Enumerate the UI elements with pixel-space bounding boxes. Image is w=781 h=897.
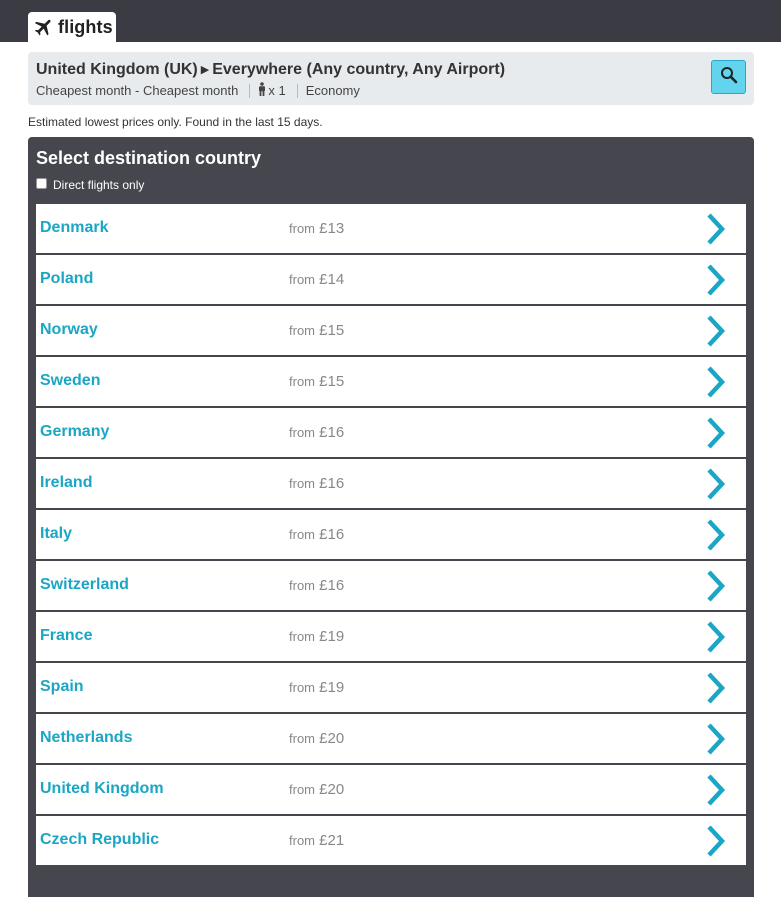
price-prefix: from [289,578,315,593]
price-prefix: from [289,731,315,746]
country-name[interactable]: Sweden [40,372,101,389]
chevron-right-icon[interactable] [706,417,726,454]
price-prefix: from [289,782,315,797]
route-arrow-icon: ▶ [200,64,210,76]
chevron-right-icon[interactable] [706,468,726,505]
destination-row[interactable] [36,765,746,814]
price-amount: £20 [319,730,345,747]
country-name[interactable]: Denmark [40,219,109,236]
chevron-right-icon[interactable] [706,519,726,556]
price-text [289,373,344,390]
dates-text: Cheapest month - Cheapest month [36,83,239,98]
chevron-right-icon[interactable] [706,723,726,760]
flights-tab-label: flights [58,16,113,37]
price-prefix: from [289,323,315,338]
price-amount: £15 [319,322,345,339]
price-text [289,628,344,645]
country-name[interactable]: United Kingdom [40,780,164,797]
country-name[interactable]: France [40,627,93,644]
destination-row[interactable] [36,816,746,865]
route-summary [36,61,505,79]
direct-flights-label: Direct flights only [53,178,145,192]
price-prefix: from [289,680,315,695]
price-text [289,832,344,849]
chevron-right-icon[interactable] [706,366,726,403]
price-notice: Estimated lowest prices only. Found in the last 15 days. [28,115,323,129]
price-text [289,730,344,747]
chevron-right-icon[interactable] [706,672,726,709]
price-text [289,271,344,288]
price-prefix: from [289,833,315,848]
price-amount: £16 [319,577,345,594]
price-amount: £21 [319,832,345,849]
destination-row[interactable] [36,255,746,304]
origin-text: United Kingdom (UK) [36,61,198,78]
flights-tab[interactable] [28,12,116,42]
search-button[interactable] [711,60,746,94]
search-details [36,82,360,99]
country-name[interactable]: Czech Republic [40,831,160,848]
divider [297,84,298,98]
country-name[interactable]: Ireland [40,474,93,491]
country-name[interactable]: Switzerland [40,576,129,593]
chevron-right-icon[interactable] [706,570,726,607]
price-text [289,322,344,339]
country-name[interactable]: Germany [40,423,110,440]
price-text [289,220,344,237]
chevron-right-icon[interactable] [706,264,726,301]
direct-flights-checkbox[interactable] [36,178,47,189]
price-prefix: from [289,272,315,287]
country-name[interactable]: Netherlands [40,729,133,746]
price-text [289,526,344,543]
destination-panel [28,137,754,897]
destination-row[interactable] [36,561,746,610]
destination-list [36,204,746,867]
divider [249,84,250,98]
search-icon [720,66,738,89]
price-amount: £15 [319,373,345,390]
passenger-icon [258,82,266,99]
direct-flights-option[interactable] [36,178,144,192]
destination-row[interactable] [36,459,746,508]
price-text [289,424,344,441]
price-amount: £20 [319,781,345,798]
destination-row[interactable] [36,357,746,406]
destination-text: Everywhere (Any country, Any Airport) [212,61,506,78]
country-name[interactable]: Italy [40,525,73,542]
airplane-icon [33,16,55,38]
price-amount: £13 [319,220,345,237]
chevron-right-icon[interactable] [706,621,726,658]
chevron-right-icon[interactable] [706,315,726,352]
country-name[interactable]: Poland [40,270,94,287]
destination-title: Select destination country [36,148,262,168]
destination-row[interactable] [36,714,746,763]
passengers-text: x 1 [268,83,286,98]
price-prefix: from [289,425,315,440]
price-amount: £14 [319,271,345,288]
price-text [289,679,344,696]
destination-row[interactable] [36,306,746,355]
price-prefix: from [289,221,315,236]
chevron-right-icon[interactable] [706,825,726,862]
price-amount: £16 [319,424,345,441]
chevron-right-icon[interactable] [706,774,726,811]
destination-row[interactable] [36,663,746,712]
price-prefix: from [289,476,315,491]
cabin-class-text: Economy [305,83,360,98]
price-amount: £16 [319,526,345,543]
top-bar [0,0,781,42]
price-prefix: from [289,374,315,389]
country-name[interactable]: Spain [40,678,84,695]
price-amount: £19 [319,679,345,696]
price-text [289,475,344,492]
price-prefix: from [289,527,315,542]
price-amount: £19 [319,628,345,645]
destination-row[interactable] [36,510,746,559]
destination-row[interactable] [36,612,746,661]
search-summary[interactable] [28,52,754,105]
price-amount: £16 [319,475,345,492]
price-text [289,577,344,594]
country-name[interactable]: Norway [40,321,98,338]
destination-row[interactable] [36,204,746,253]
price-prefix: from [289,629,315,644]
destination-row[interactable] [36,408,746,457]
chevron-right-icon[interactable] [706,213,726,250]
price-text [289,781,344,798]
